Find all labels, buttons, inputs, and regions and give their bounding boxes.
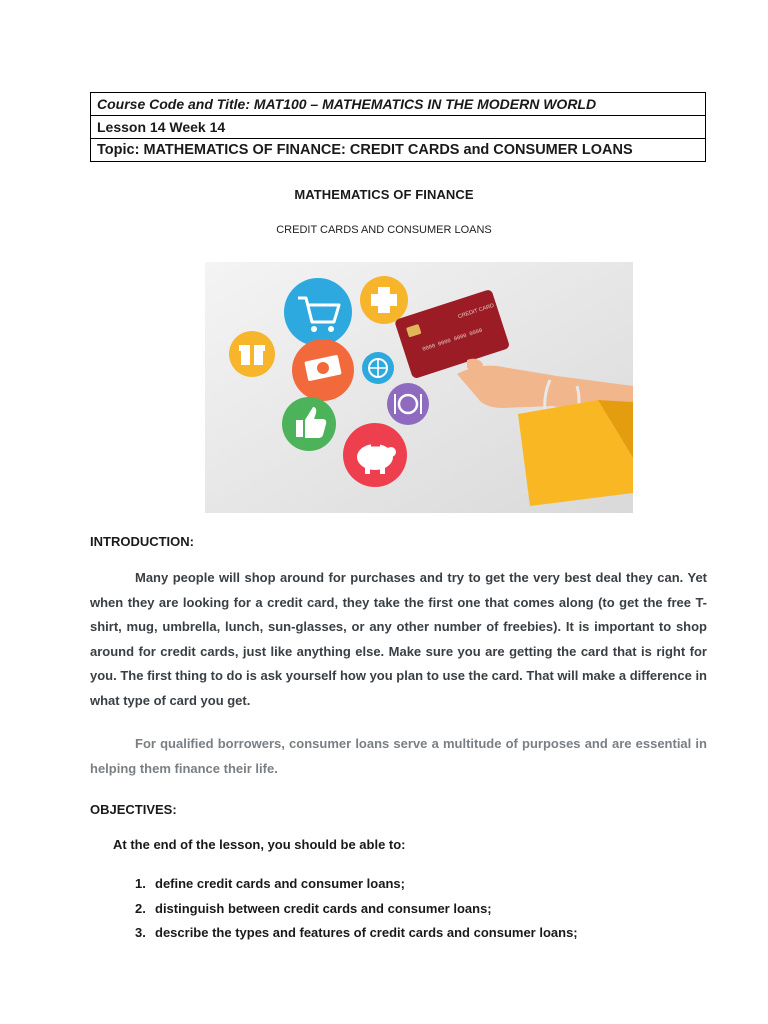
piggy-bank-icon xyxy=(343,423,407,487)
thumbs-up-icon xyxy=(282,397,336,451)
shopping-bag-icon xyxy=(518,400,633,506)
list-item: 1. define credit cards and consumer loans; xyxy=(135,876,405,891)
lesson-week: Lesson 14 Week 14 xyxy=(91,116,705,139)
globe-icon xyxy=(362,352,394,384)
card-label: CREDIT CARD xyxy=(457,302,495,321)
dinner-plate-icon xyxy=(387,383,429,425)
course-header-table xyxy=(90,92,706,162)
money-icon xyxy=(292,339,354,401)
introduction-heading: INTRODUCTION: xyxy=(90,534,194,549)
credit-card-illustration xyxy=(205,262,633,513)
list-item: 3. describe the types and features of credit cards and consumer loans; xyxy=(135,925,578,940)
objectives-list xyxy=(135,872,578,946)
introduction-paragraph-1: Many people will shop around for purchases and try to get the very best deal they can. Yet when they are looking for a credit card, they take the first one that comes along (to get the free T-shirt, mug, umbrella, lunch, sun-glasses, or any other number of freebies). It is important to shop around for credit cards, just like anything else. Make sure you are getting the card that is right for you. The first thing to do is ask yourself how you plan to use the card. That will make a difference in what type of card you get. xyxy=(90,570,707,708)
course-code-title: Course Code and Title: MAT100 – MATHEMATICS IN THE MODERN WORLD xyxy=(91,93,705,116)
medical-cross-icon xyxy=(360,276,408,324)
gift-icon xyxy=(229,331,275,377)
objectives-lead-in: At the end of the lesson, you should be able to: xyxy=(113,837,406,852)
document-subtitle: CREDIT CARDS AND CONSUMER LOANS xyxy=(276,224,492,236)
document-title: MATHEMATICS OF FINANCE xyxy=(294,187,474,202)
shopping-cart-icon xyxy=(284,278,352,346)
lesson-topic: Topic: MATHEMATICS OF FINANCE: CREDIT CARDS and CONSUMER LOANS xyxy=(97,142,633,158)
card-number: 0000 0000 0000 0000 xyxy=(421,326,484,353)
introduction-paragraph-2: For qualified borrowers, consumer loans serve a multitude of purposes and are essential in helping them finance their life. xyxy=(90,736,707,776)
objectives-heading: OBJECTIVES: xyxy=(90,802,177,817)
list-item: 2. distinguish between credit cards and consumer loans; xyxy=(135,900,492,916)
